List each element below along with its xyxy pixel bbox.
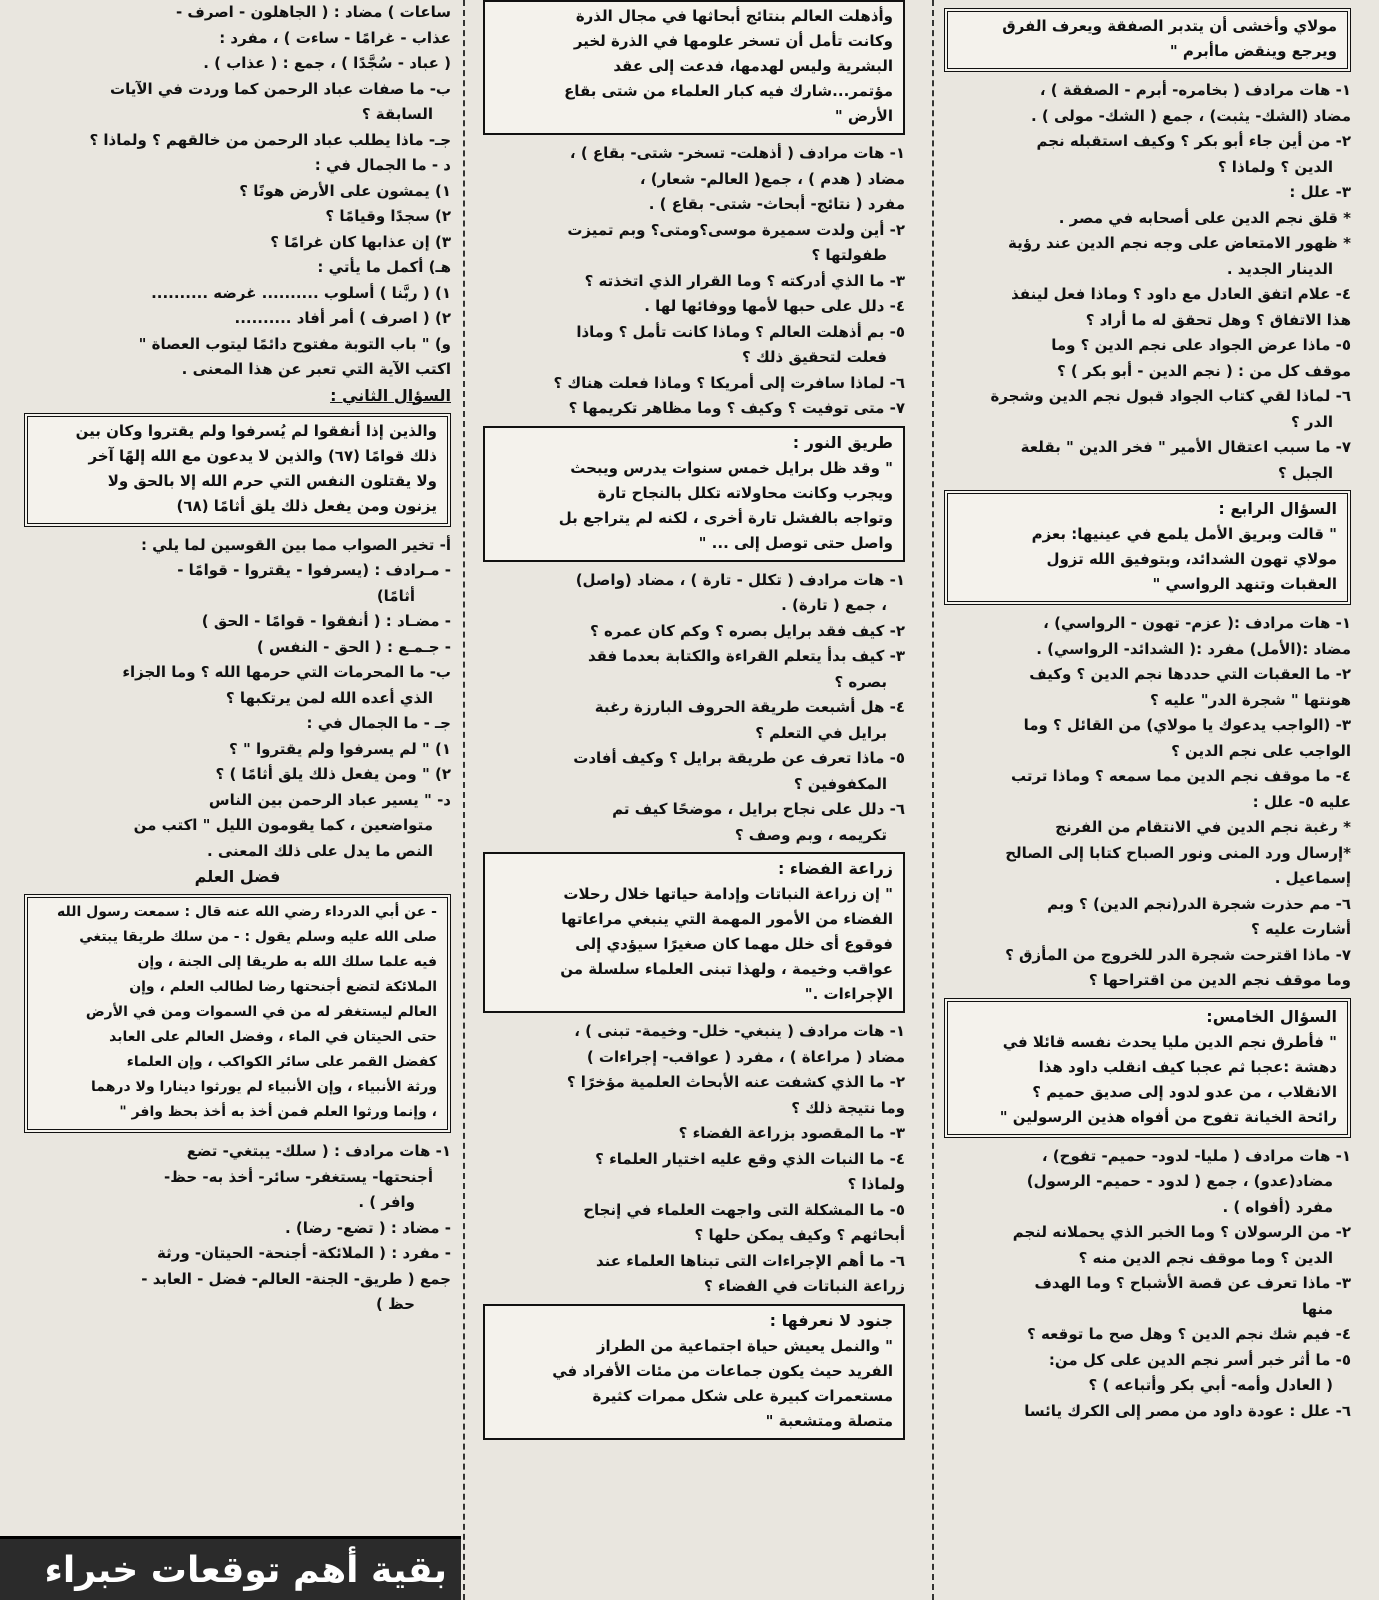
question-line: النص ما يدل على ذلك المعنى . xyxy=(206,841,433,860)
question-line: عذاب - غرامًا - ساءت ) ، مفرد : xyxy=(219,28,451,47)
question-line: هـ) أكمل ما يأتي : xyxy=(317,258,451,276)
questions-list xyxy=(24,1139,451,1318)
questions-list xyxy=(24,533,451,865)
hadith-line: فيه علما سلك الله به طريقا إلى الجنة ، وإن xyxy=(137,954,437,970)
question-line: ٦- لماذا سافرت إلى أمريكا ؟ وماذا فعلت هناك ؟ xyxy=(553,373,905,392)
question-line: زراعة النباتات في الفضاء ؟ xyxy=(704,1277,905,1295)
question-line: حظ ) xyxy=(376,1295,415,1313)
question-line: ٢) سجدًا وقيامًا ؟ xyxy=(325,207,451,225)
excerpt-line: ويجرب وكانت محاولاته تكلل بالنجاح تارة xyxy=(597,483,893,502)
question-line: ٣- ما الذي أدركته ؟ وما القرار الذي اتخذته ؟ xyxy=(584,271,905,290)
question-line: هذا الاتفاق ؟ وهل تحقق له ما أراد ؟ xyxy=(1085,310,1351,329)
question-line: مفرد ( نتائج- أبحاث- شتى- بقاع ) . xyxy=(648,195,905,213)
question-line: ٢- من الرسولان ؟ وما الخبر الذي يحملانه لنجم xyxy=(1012,1223,1351,1241)
question-line: مضاد :(الأمل) مفرد :( الشدائد- الرواسي) . xyxy=(1036,639,1351,658)
continuation-banner: بقية أهم توقعات خبراء xyxy=(0,1536,461,1600)
question-line: ٢- ما الذي كشفت عنه الأبحاث العلمية مؤخرًا ؟ xyxy=(566,1073,905,1091)
column-divider xyxy=(463,0,465,1600)
question-line: ١- هات مرادف ( مليا- لدود- حميم- تفوح) ، xyxy=(1041,1146,1351,1165)
excerpt-line: عواقب وخيمة ، ولهذا تبنى العلماء سلسلة من xyxy=(560,960,893,978)
question-four-title: السؤال الرابع : xyxy=(1218,499,1337,518)
question-line: مضاد(عدو) ، جمع ( لدود - حميم- الرسول) xyxy=(1026,1172,1333,1190)
question-line: جـ- ماذا يطلب عباد الرحمن من خالقهم ؟ ولماذا ؟ xyxy=(89,130,451,149)
section-title: جنود لا نعرفها : xyxy=(769,1310,893,1330)
excerpt-line: وكانت تأمل أن تسخر علومها في الذرة لخير xyxy=(573,32,893,50)
ants-excerpt-box xyxy=(483,1304,905,1440)
question-line: ٢- أين ولدت سميرة موسى؟ومتى؟ وبم تميزت xyxy=(567,220,905,239)
question-line: ٧- متى توفيت ؟ وكيف ؟ وما مظاهر تكريمها ؟ xyxy=(568,399,905,417)
question-line: - مضـاد : ( أنفقوا - قوامًا - الحق ) xyxy=(201,612,451,630)
questions-list xyxy=(944,611,1351,994)
excerpt-line: مولاي تهون الشدائد، وبتوفيق الله تزول xyxy=(1046,550,1337,568)
question-line: ٣- ما المقصود بزراعة الفضاء ؟ xyxy=(678,1124,905,1142)
question-line: جـ - ما الجمال في : xyxy=(306,714,451,732)
question-line: الجبل ؟ xyxy=(1277,463,1333,482)
question-line: ١) " لم يسرفوا ولم يقتروا " ؟ xyxy=(229,739,451,758)
excerpt-line: العقبات وتنهد الرواسي " xyxy=(1152,575,1337,593)
question-line: اكتب الآية التي تعبر عن هذا المعنى . xyxy=(181,360,451,378)
hadith-line: العالم ليستغفر له من في السموات ومن في الأرض xyxy=(85,1004,437,1020)
question-line: وما موقف نجم الدين من اقتراحها ؟ xyxy=(1088,971,1351,989)
excerpt-line: واصل حتى توصل إلى ... " xyxy=(698,533,893,552)
question-line: عليه ٥- علل : xyxy=(1252,792,1351,811)
excerpt-line: دهشة :عجبا ثم عجبا كيف انقلب داود هذا xyxy=(1038,1057,1337,1076)
questions-list xyxy=(944,78,1351,486)
question-line: ٤- ما موقف نجم الدين مما سمعه ؟ وماذا ترتب xyxy=(1010,767,1351,785)
question-line: هونتها " شجرة الدر" عليه ؟ xyxy=(1150,690,1351,709)
hadith-line: ورثة الأنبياء ، وإن الأنبياء لم يورثوا دينارا ولا درهما xyxy=(91,1079,437,1095)
questions-list xyxy=(483,141,905,422)
question-line: منها xyxy=(1302,1299,1333,1318)
excerpt-line: " قالت وبريق الأمل يلمع في عينيها: بعزم xyxy=(1031,525,1337,543)
biography-excerpt-box xyxy=(483,0,905,135)
quran-verses-box xyxy=(24,413,451,527)
question-line: الدر ؟ xyxy=(1291,412,1333,431)
excerpt-line: وأذهلت العالم بنتائج أبحاثها في مجال الذرة xyxy=(575,7,893,25)
question-line: - جـمـع : ( الحق - النفس ) xyxy=(256,637,451,656)
question-line: ٦- مم حذرت شجرة الدر(نجم الدين) ؟ وبم xyxy=(1047,894,1351,913)
space-farming-box xyxy=(483,852,905,1013)
question-line: السابقة ؟ xyxy=(361,105,433,123)
question-line: - مفرد : ( الملائكة- أجنحة- الحيتان- ورثة xyxy=(156,1244,451,1262)
question-line: إسماعيل . xyxy=(1274,869,1351,887)
question-line: برايل في التعلم ؟ xyxy=(755,723,887,742)
excerpt-line: ويرجع وينقض ماأبرم " xyxy=(1169,42,1337,60)
verse-line: ذلك قوامًا (٦٧) والذين لا يدعون مع الله إلهًا آخر xyxy=(88,446,437,465)
question-line: ٦- لماذا لقي كتاب الجواد قبول نجم الدين وشجرة xyxy=(990,387,1351,405)
hadith-line: كفضل القمر على سائر الكواكب ، وإن العلماء xyxy=(126,1054,437,1070)
question-line: ٤- فيم شك نجم الدين ؟ وهل صح ما توقعه ؟ xyxy=(1027,1325,1351,1343)
question-line: ٥- ما المشكلة التى واجهت العلماء في إنجاح xyxy=(583,1200,905,1219)
verse-line: يزنون ومن يفعل ذلك يلق أثامًا (٦٨) xyxy=(176,496,437,515)
question-line: ١- هات مرادف ( تكلل - تارة ) ، مضاد (واصل) xyxy=(575,570,905,589)
question-line: وما نتيجة ذلك ؟ xyxy=(791,1098,905,1117)
question-line: ٢) " ومن يفعل ذلك يلق أثامًا ) ؟ xyxy=(215,765,451,783)
question-line: ٢- ما العقبات التي حددها نجم الدين ؟ وكيف xyxy=(1029,665,1351,683)
question-line: أجنحتها- يستغفر- سائر- أخذ به- حظ- xyxy=(164,1167,433,1186)
right-column xyxy=(934,0,1379,1600)
question-line: أبحاثهم ؟ وكيف يمكن حلها ؟ xyxy=(694,1226,905,1244)
question-line: مضاد ( مراعاة ) ، مفرد ( عواقب- إجراءات ) xyxy=(586,1047,905,1066)
question-line: ٢- من أين جاء أبو بكر ؟ وكيف استقبله نجم xyxy=(1036,132,1351,150)
question-line: أشارت عليه ؟ xyxy=(1251,920,1351,938)
question-line: ٣- كيف بدأ يتعلم القراءة والكتابة بعدما فقد xyxy=(587,647,905,665)
excerpt-line: الإجراءات ." xyxy=(804,985,893,1003)
question-line: الواجب على نجم الدين ؟ xyxy=(1171,741,1351,760)
question-line: د - ما الجمال في : xyxy=(314,156,451,174)
question-line: و) " باب التوبة مفتوح دائمًا ليتوب العصاة " xyxy=(138,334,451,353)
verse-line: ولا يقتلون النفس التي حرم الله إلا بالحق ولا xyxy=(107,471,437,490)
question-line: مفرد (أفواه ) . xyxy=(1222,1197,1333,1216)
question-line: ١- هات مرادف : ( سلك- يبتغي- تضع xyxy=(186,1142,451,1160)
questions-list xyxy=(24,0,451,383)
question-four-box xyxy=(944,490,1351,605)
excerpt-line: مستعمرات كبيرة على شكل ممرات كثيرة xyxy=(592,1386,893,1405)
excerpt-line: مولاي وأخشى أن يتدبر الصفقة ويعرف الفرق xyxy=(1002,17,1337,35)
question-line: ٦- دلل على نجاح برايل ، موضحًا كيف تم xyxy=(612,800,905,818)
excerpt-line: " والنمل يعيش حياة اجتماعية من الطراز xyxy=(596,1336,893,1355)
story-excerpt-box xyxy=(944,8,1351,72)
question-line: تكريمه ، وبم وصف ؟ xyxy=(734,825,887,844)
question-line: جمع ( طريق- الجنة- العالم- فضل - العابد - xyxy=(141,1269,451,1288)
section-title: طريق النور : xyxy=(792,432,893,452)
question-line: طفولتها ؟ xyxy=(811,246,887,264)
question-line: المكفوفين ؟ xyxy=(793,774,887,793)
excerpt-line: الفريد حيث يكون جماعات من مئات الأفراد في xyxy=(552,1361,893,1380)
excerpt-line: رائحة الخيانة تفوح من أفواه هذين الرسولين " xyxy=(999,1107,1337,1126)
question-line: ( العادل وأمه- أبي بكر وأتباعه ) ؟ xyxy=(1088,1376,1333,1394)
excerpt-line: " فأطرق نجم الدين مليا يحدث نفسه قائلا في xyxy=(1002,1032,1337,1051)
question-line: ٧- ما سبب اعتقال الأمير " فخر الدين " بقلعة xyxy=(1020,438,1351,456)
excerpt-line: الفضاء من الأمور المهمة التي ينبغي مراعاتها xyxy=(561,910,893,928)
question-line: * رغبة نجم الدين في الانتقام من الفرنج xyxy=(1055,818,1351,836)
question-line: ٤- دلل على حبها لأمها ووفائها لها . xyxy=(644,297,905,315)
question-line: أ- تخير الصواب مما بين القوسين لما يلي : xyxy=(140,535,451,554)
question-line: مضاد (الشك- يثبت) ، جمع ( الشك- مولى ) . xyxy=(1030,106,1351,125)
question-line: ساعات ) مضاد : ( الجاهلون - اصرف - xyxy=(175,3,451,21)
braille-excerpt-box xyxy=(483,426,905,562)
question-line: ١- هات مرادف ( ينبغي- خلل- وخيمة- تبنى ) ، xyxy=(574,1022,905,1040)
question-line: * قلق نجم الدين على أصحابه في مصر . xyxy=(1058,208,1351,227)
question-line: موقف كل من : ( نجم الدين - أبو بكر ) ؟ xyxy=(1057,361,1351,380)
question-line: ٧- ماذا اقترحت شجرة الدر للخروج من المأزق ؟ xyxy=(1005,945,1351,964)
hadith-box xyxy=(24,894,451,1133)
question-line: ٤- ما النبات الذي وقع عليه اختيار العلماء ؟ xyxy=(595,1149,905,1168)
question-line: ، جمع ( تارة) . xyxy=(781,596,887,614)
question-line: الدين ؟ ولماذا ؟ xyxy=(1217,157,1333,176)
excerpt-line: فوقوع أى خلل مهما كان صغيرًا سيؤدي إلى xyxy=(575,935,893,953)
question-line: مضاد ( هدم ) ، جمع( العالم- شعار) ، xyxy=(639,169,905,188)
question-line: ٣- (الواجب يدعوك يا مولاي) من القائل ؟ وما xyxy=(1023,716,1351,734)
question-line: ٣- ماذا تعرف عن قصة الأشباح ؟ وما الهدف xyxy=(1034,1274,1351,1292)
question-line: ١- هات مرادف ( بخامره- أبرم - الصفقة ) ، xyxy=(1039,81,1351,99)
excerpt-line: البشرية وليس لهدمها، فدعت إلى عقد xyxy=(613,57,893,75)
hadith-line: ، وإنما ورثوا العلم فمن أخذ به أخذ بحظ وافر " xyxy=(119,1104,437,1120)
question-line: ٥- ماذا تعرف عن طريقة برايل ؟ وكيف أفادت xyxy=(573,749,905,767)
question-five-box xyxy=(944,998,1351,1138)
excerpt-line: الأرض " xyxy=(834,107,893,125)
question-line: ٥- ماذا عرض الجواد على نجم الدين ؟ وما xyxy=(1051,336,1351,354)
hadith-line: الملائكة لتضع أجنحتها رضا لطالب العلم ، وإن xyxy=(129,979,437,995)
question-line: متواضعين ، كما يقومون الليل " اكتب من xyxy=(133,816,433,834)
hadith-line: صلى الله عليه وسلم يقول : - من سلك طريقا يبتغي xyxy=(79,929,437,945)
left-column xyxy=(0,0,461,1600)
question-line: ١- هات مرادف ( أذهلت- تسخر- شتى- بقاع ) ، xyxy=(569,144,905,162)
question-line: بصره ؟ xyxy=(834,672,887,691)
question-line: د- " يسير عباد الرحمن بين الناس xyxy=(208,790,451,809)
question-line: ٤- علام اتفق العادل مع داود ؟ وماذا فعل لينفذ xyxy=(1011,285,1351,303)
question-line: ٣) إن عذابها كان غرامًا ؟ xyxy=(270,232,451,251)
question-line: ٦- علل : عودة داود من مصر إلى الكرك يائسا xyxy=(1024,1401,1351,1420)
question-line: ٥- ما أثر خبر أسر نجم الدين على كل من: xyxy=(1048,1350,1351,1369)
question-line: ١) ( ربَّنا ) أسلوب .......... غرضه .......... xyxy=(151,283,451,302)
question-line: - مضاد : ( تضع- رضا) . xyxy=(284,1218,451,1237)
hadith-line: حتى الحيتان في الماء ، وفضل العالم على العابد xyxy=(109,1029,437,1045)
section-title: زراعة الفضاء : xyxy=(777,859,893,878)
questions-list xyxy=(483,568,905,849)
question-five-title: السؤال الخامس: xyxy=(1206,1006,1337,1026)
hadith-line: - عن أبي الدرداء رضي الله عنه قال : سمعت رسول الله xyxy=(57,904,437,920)
excerpt-line: مؤتمر...شارك فيه كبار العلماء من شتى بقاع xyxy=(564,82,893,100)
excerpt-line: وتواجه بالفشل تارة أخرى ، لكنه لم يتراجع بل xyxy=(558,508,893,527)
question-line: ب- ما المحرمات التي حرمها الله ؟ وما الجزاء xyxy=(122,663,451,681)
question-two-title: السؤال الثاني : xyxy=(330,385,451,405)
question-line: وافر ) . xyxy=(358,1193,415,1211)
excerpt-line: متصلة ومتشعبة " xyxy=(765,1411,893,1430)
question-line: ٢- كيف فقد برايل بصره ؟ وكم كان عمره ؟ xyxy=(590,621,905,640)
middle-column xyxy=(473,0,921,1600)
excerpt-line: " إن زراعة النباتات وإدامة حياتها خلال رحلات xyxy=(563,885,893,903)
question-line: ٣- علل : xyxy=(1289,183,1351,201)
question-line: الذي أعده الله لمن يرتكبها ؟ xyxy=(225,688,433,707)
question-line: فعلت لتحقيق ذلك ؟ xyxy=(742,348,887,366)
question-line: ب- ما صفات عباد الرحمن كما وردت في الآيات xyxy=(110,79,451,98)
question-line: * ظهور الامتعاض على وجه نجم الدين عند رؤية xyxy=(1008,234,1351,252)
question-line: أثامًا) xyxy=(376,586,415,605)
question-line: ولماذا ؟ xyxy=(847,1175,905,1193)
question-line: ٢) ( اصرف ) أمر أفاد .......... xyxy=(234,309,451,327)
question-line: *إرسال ورد المنى ونور الصباح كتابا إلى الصالح xyxy=(1005,843,1351,862)
verse-line: والذين إذا أنفقوا لم يُسرفوا ولم يقتروا وكان بين xyxy=(75,421,437,440)
questions-list xyxy=(944,1144,1351,1425)
question-line: ٥- بم أذهلت العالم ؟ وماذا كانت تأمل ؟ وماذا xyxy=(576,322,905,341)
hadith-section-title: فضل العلم xyxy=(194,867,281,886)
question-line: ١- هات مرادف :( عزم- تهون - الرواسي) ، xyxy=(1043,614,1351,632)
excerpt-line: الانقلاب ، من عدو لدود إلى صديق حميم ؟ xyxy=(1032,1082,1337,1101)
excerpt-line: " وقد ظل برايل خمس سنوات يدرس ويبحث xyxy=(570,458,893,477)
question-line: ٤- هل أشبعت طريقة الحروف البارزة رغبة xyxy=(594,698,905,716)
question-line: ٦- ما أهم الإجراءات التى تبناها العلماء عند xyxy=(595,1251,905,1270)
question-line: - مـرادف : (يسرفوا - يقتروا - قوامًا - xyxy=(177,561,451,579)
question-line: ( عباد - سُجَّدًا ) ، جمع : ( عذاب ) . xyxy=(203,54,451,72)
question-line: الدينار الجديد . xyxy=(1226,259,1333,278)
question-line: ١) يمشون على الأرض هونًا ؟ xyxy=(239,181,451,200)
questions-list xyxy=(483,1019,905,1300)
column-divider xyxy=(932,0,934,1600)
question-line: الدين ؟ وما موقف نجم الدين منه ؟ xyxy=(1078,1248,1333,1267)
